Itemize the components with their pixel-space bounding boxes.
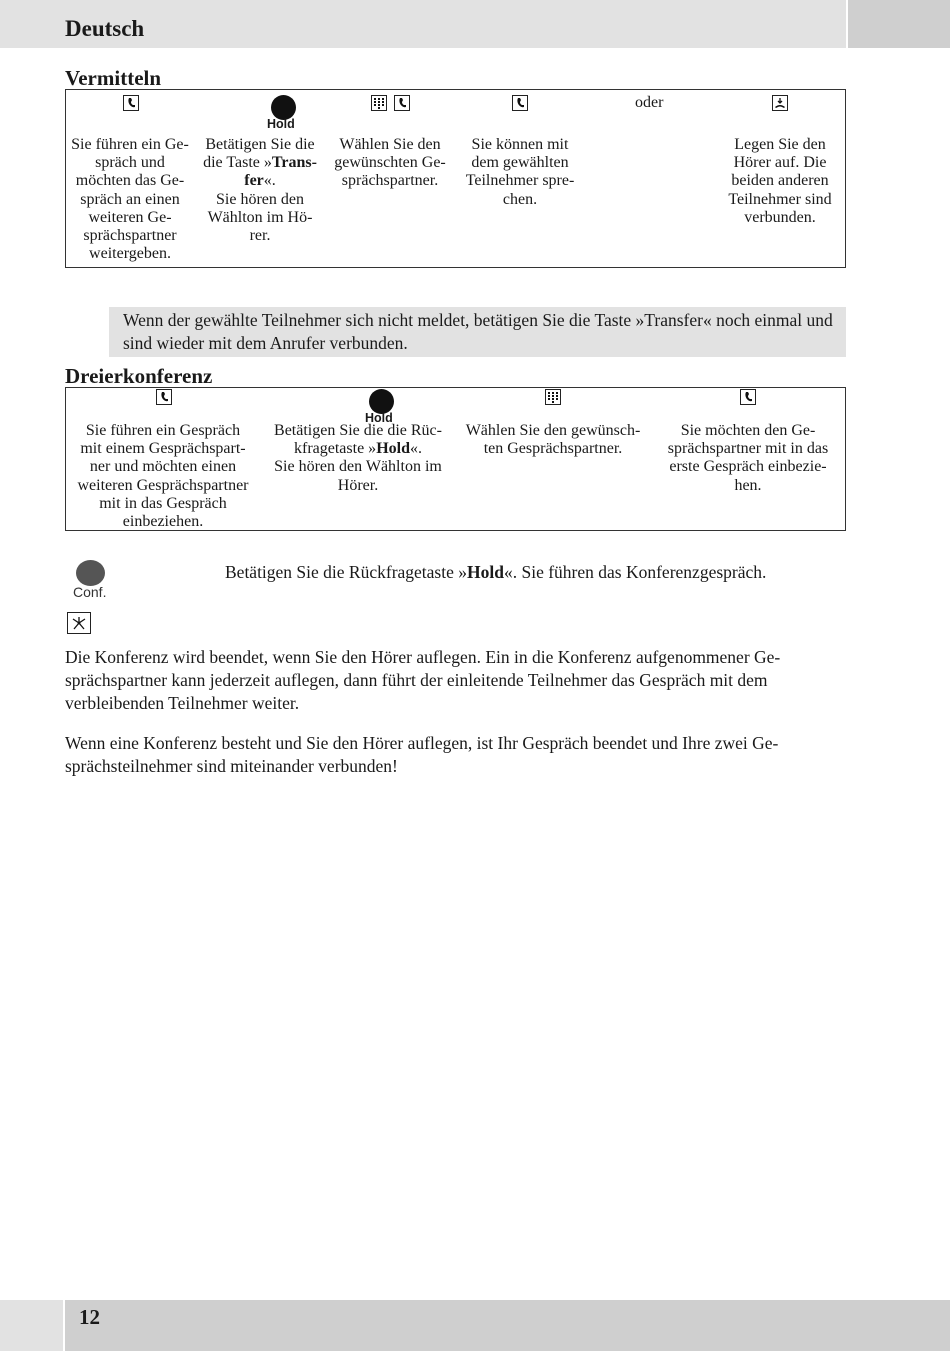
handset-icon (394, 95, 410, 111)
dreierkonferenz-step-4-text: Sie möchten den Ge- sprächspartner mit in das erste Gespräch einbezie- hen. (667, 422, 829, 494)
paragraph-conference-end: Die Konferenz wird beendet, wenn Sie den Hörer auflegen. Ein in die Konferenz aufgenommener Ge- sprächspartner kann jederzeit auflegen, dann führt der einleitende Teilnehmer das Gespräch mit dem verbleibenden Teilnehmer weiter. (65, 647, 781, 713)
footer-margin-band (0, 1300, 63, 1351)
handset-icon (740, 389, 756, 405)
paragraph-conference-hangup: Wenn eine Konferenz besteht und Sie den Hörer auflegen, ist Ihr Gespräch beendet und Ihre zwei Ge- sprächsteilnehmer sind miteinander verbunden! (65, 733, 779, 776)
handset-icon (512, 95, 528, 111)
page-language-title: Deutsch (65, 16, 145, 41)
header-bar-tab (848, 0, 950, 48)
handset-icon (156, 389, 172, 405)
vermitteln-step-3-text: Wählen Sie den gewünschten Ge- sprächspartner. (334, 136, 446, 190)
dreierkonferenz-step-3-text: Wählen Sie den gewünsch- ten Gesprächspartner. (465, 422, 641, 458)
footer-bar (65, 1300, 950, 1351)
conf-key-label: Conf. (73, 584, 107, 600)
keypad-icon (545, 389, 561, 405)
hang-up-icon (772, 95, 788, 111)
keypad-icon (371, 95, 387, 111)
vermitteln-step-1-text: Sie führen ein Ge- spräch und möchten das Ge- spräch an einen weiteren Ge- sprächspartner weitergeben. (71, 136, 189, 263)
hold-key-label: Hold (267, 117, 295, 131)
vermitteln-step-5-text: Legen Sie den Hörer auf. Die beiden anderen Teilnehmer sind verbunden. (728, 136, 832, 226)
handset-icon (123, 95, 139, 111)
dreierkonferenz-step-2-text: Betätigen Sie die die Rüc- kfragetaste »Hold«. Sie hören den Wählton im Hörer. (274, 422, 442, 494)
conf-key-icon (76, 560, 105, 586)
section-heading-dreierkonferenz: Dreierkonferenz (65, 364, 213, 388)
conference-instruction: Betätigen Sie die Rückfragetaste »Hold«. Sie führen das Konferenzgespräch. (225, 562, 767, 582)
vermitteln-step-4-text: Sie können mit dem gewählten Teilnehmer spre- chen. (465, 136, 575, 208)
dreierkonferenz-step-1-text: Sie führen ein Gespräch mit einem Gesprächspart- ner und möchten einen weiteren Gesprächspartner mit in das Gespräch einbeziehen. (77, 422, 249, 531)
hold-key-label: Hold (365, 411, 393, 425)
note-text: Wenn der gewählte Teilnehmer sich nicht meldet, betätigen Sie die Taste »Transfer« noch einmal und sind wieder mit dem Anrufer verbunden. (123, 310, 833, 353)
vermitteln-step-2-text: Betätigen Sie die die Taste »Trans- fer«. Sie hören den Wählton im Hö- rer. (203, 136, 317, 245)
page-number: 12 (79, 1305, 100, 1329)
conference-icon (67, 612, 91, 634)
section-heading-vermitteln: Vermitteln (65, 66, 162, 90)
oder-label: oder (635, 94, 664, 111)
